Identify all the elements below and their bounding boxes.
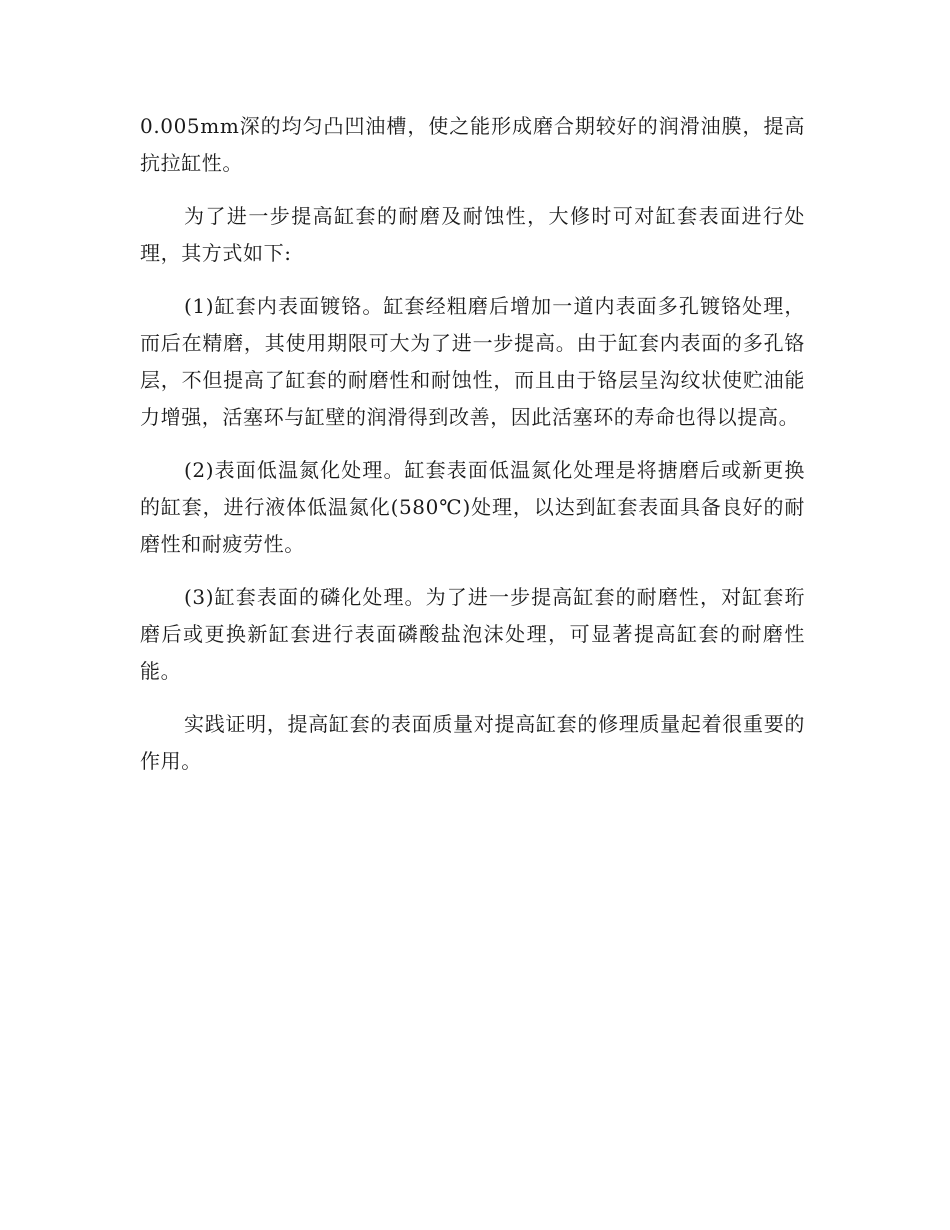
paragraph-phosphating: (3)缸套表面的磷化处理。为了进一步提高缸套的耐磨性，对缸套珩磨后或更换新缸套进行表面磷酸盐泡沫处理，可显著提高缸套的耐磨性能。 bbox=[140, 585, 805, 683]
paragraph-continuation: 0.005mm深的均匀凸凹油槽，使之能形成磨合期较好的润滑油膜，提高抗拉缸性。 bbox=[140, 114, 805, 175]
paragraph-intro: 为了进一步提高缸套的耐磨及耐蚀性，大修时可对缸套表面进行处理，其方式如下: bbox=[140, 204, 805, 265]
paragraph-conclusion: 实践证明，提高缸套的表面质量对提高缸套的修理质量起着很重要的作用。 bbox=[140, 712, 805, 773]
paragraph-nitriding: (2)表面低温氮化处理。缸套表面低温氮化处理是将搪磨后或新更换的缸套，进行液体低温氮化(580℃)处理，以达到缸套表面具备良好的耐磨性和耐疲劳性。 bbox=[140, 458, 805, 556]
paragraph-chrome-plating: (1)缸套内表面镀铬。缸套经粗磨后增加一道内表面多孔镀铬处理，而后在精磨，其使用期限可大为了进一步提高。由于缸套内表面的多孔铬层，不但提高了缸套的耐磨性和耐蚀性，而且由于铬层呈沟纹状使贮油能力增强，活塞环与缸壁的润滑得到改善，因此活塞环的寿命也得以提高。 bbox=[140, 294, 805, 429]
document-body bbox=[140, 108, 805, 796]
